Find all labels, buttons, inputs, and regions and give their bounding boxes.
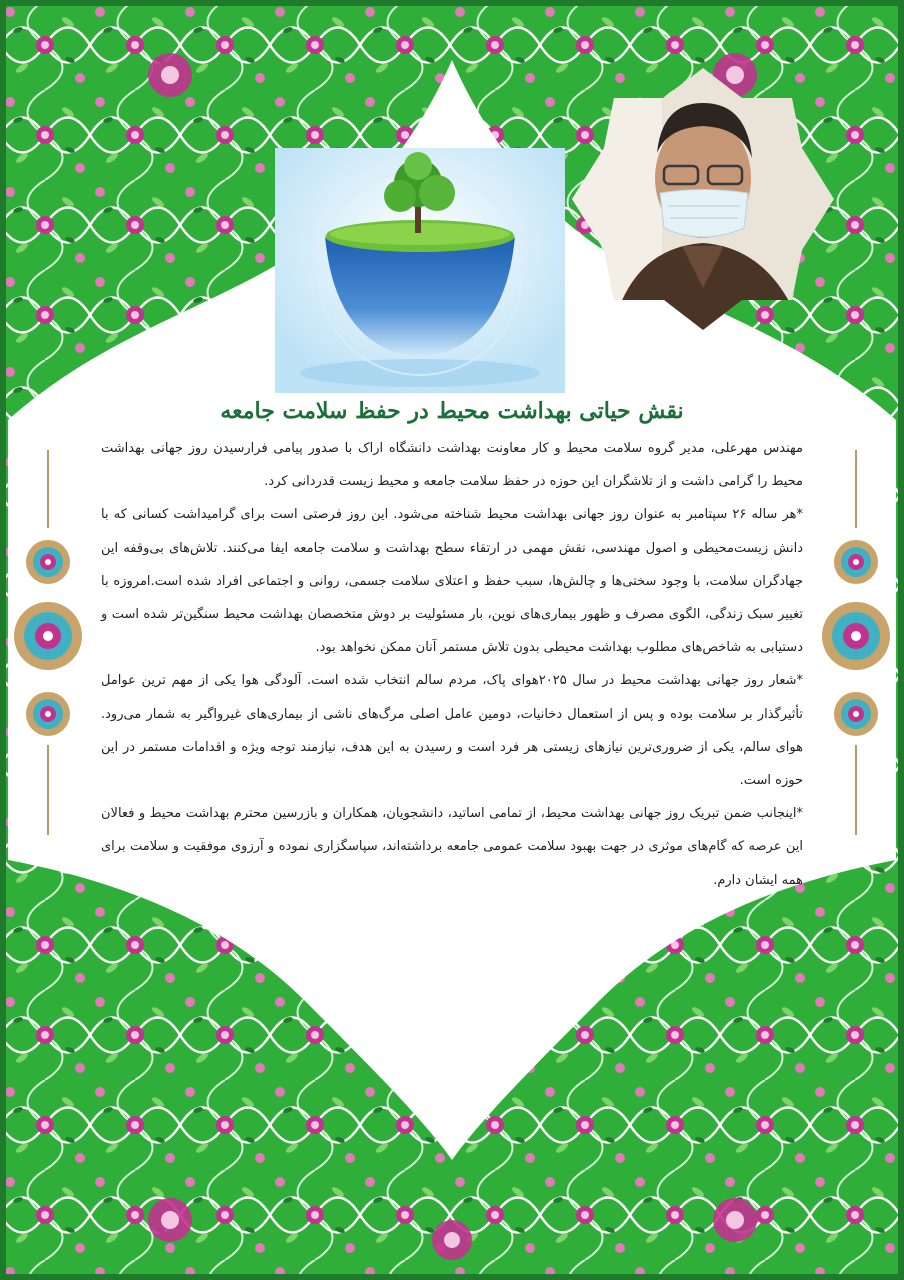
page-title: نقش حیاتی بهداشت محیط در حفظ سلامت جامعه [220, 398, 684, 424]
globe-illustration [275, 148, 565, 393]
paragraph-environmental-health-day: *هر ساله ۲۶ سپتامبر به عنوان روز جهانی بهداشت محیط شناخته می‌شود. این روز فرصتی است برای گرامیداشت کسانی که با دانش زیست‌محیطی و اصول مهندسی، نقش مهمی در ارتقاء سطح بهداشت و سلامت جامعه ایفا می‌کنند. تلاش‌های بی‌وقفه این جهادگران سلامت، با وجود سختی‌ها و چالش‌ها، سبب حفظ و اعتلای سلامت جسمی، روانی و اجتماعی افراد شده است.امروزه با تغییر سبک زندگی، الگوی مصرف و ظهور بیماری‌های نوین، بار مسئولیت بر دوش متخصصان بهداشت محیط سنگین‌تر شده است و دستیابی به شاخص‌های مطلوب بهداشت محیطی بدون تلاش مستمر آنان ممکن نخواهد بود. [101, 507, 804, 656]
rosette-ornament-icon [832, 690, 880, 738]
portrait-photo [572, 68, 834, 330]
left-divider-line [47, 450, 49, 528]
rosette-ornament-icon [820, 600, 892, 672]
rosette-ornament-icon [12, 600, 84, 672]
right-divider-line [855, 450, 857, 528]
article-body [101, 432, 803, 1012]
paragraph-slogan-clean-air: *شعار روز جهانی بهداشت محیط در سال ۲۰۲۵هوای پاک، مردم سالم انتخاب شده است. آلودگی هوا یکی از مهم ترین عوامل تأثیرگذار بر سلامت بوده و پس از استعمال دخانیات، دومین عامل اصلی مرگ‌های ناشی از بیماری‌های غیرواگیر به شمار می‌رود. هوای سالم، یکی از ضروری‌ترین نیازهای زیستی هر فرد است و رسیدن به این هدف، نیازمند توجه ویژه و اقدامات مستمر در این حوزه است. [101, 673, 803, 789]
rosette-ornament-icon [832, 538, 880, 586]
left-divider-line [47, 745, 49, 835]
paragraph-thanks: *اینجانب ضمن تبریک روز جهانی بهداشت محیط، از تمامی اساتید، دانشجویان، همکاران و بازرسین محترم بهداشت محیط و فعالان این عرصه که گام‌های موثری در جهت بهبود سلامت عمومی جامعه برداشته‌اند، سپاسگزاری نموده و آرزوی موفقیت و سلامت برای همه ایشان دارم. [101, 806, 803, 888]
rosette-ornament-icon [24, 538, 72, 586]
right-divider-line [855, 745, 857, 835]
paragraph-intro: مهندس مهرعلی، مدیر گروه سلامت محیط و کار معاونت بهداشت دانشگاه اراک با صدور پیامی فرارسیدن روز جهانی بهداشت محیط را گرامی داشت و از تلاشگران این حوزه در حفظ سلامت جامعه و محیط زیست قدردانی کرد. [101, 441, 803, 490]
rosette-ornament-icon [24, 690, 72, 738]
